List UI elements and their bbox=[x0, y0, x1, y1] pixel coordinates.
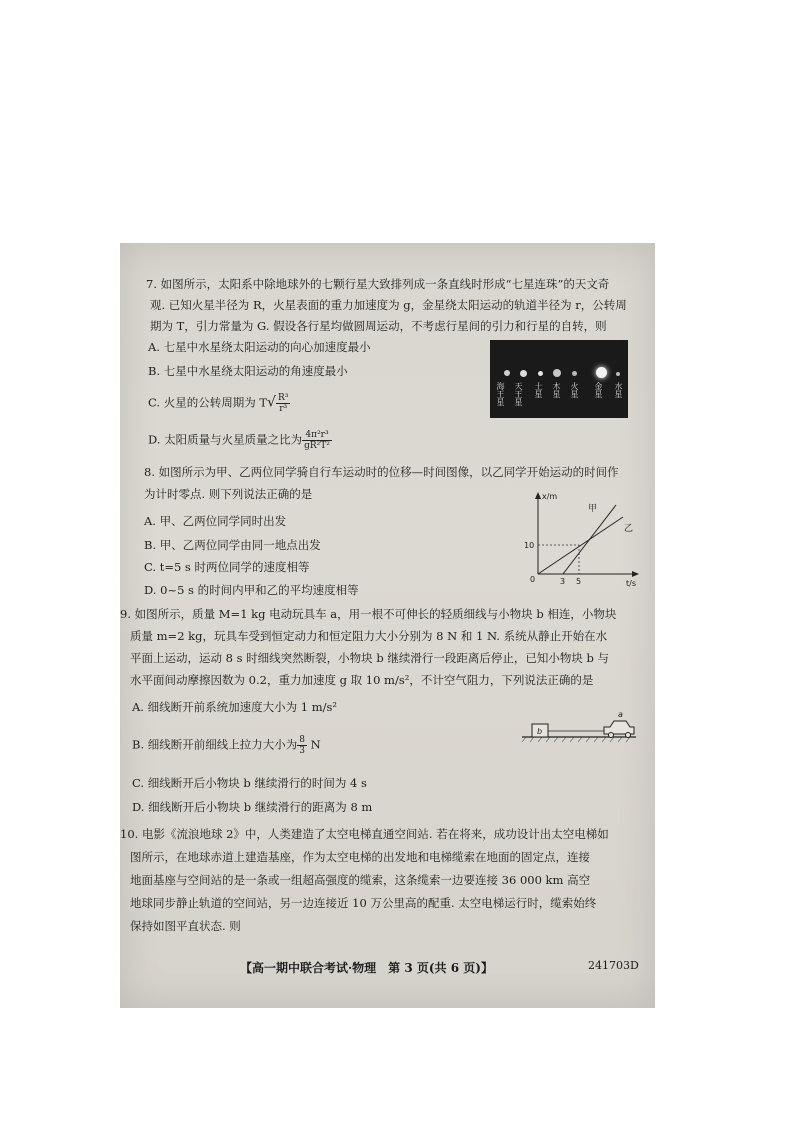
q10-line-4: 地球同步静止轨道的空间站，另一边连接近 10 万公里高的配重. 太空电梯运行时，缆索始终 bbox=[130, 896, 597, 910]
exam-page bbox=[120, 243, 655, 1008]
q9-line-4: 水平面间动摩擦因数为 0.2，重力加速度 g 取 10 m/s²，不计空气阻力，下列说法正确的是 bbox=[130, 673, 594, 687]
graph-line-yi bbox=[563, 505, 616, 574]
q8-line-1: 8. 如图所示为甲、乙两位同学骑自行车运动时的位移—时间图像，以乙同学开始运动的时间作 bbox=[144, 465, 619, 479]
q10-line-2: 图所示，在地球赤道上建造基座，作为太空电梯的出发地和电梯缆索在地面的固定点，连接 bbox=[130, 850, 590, 864]
graph-label-jia: 甲 bbox=[588, 504, 598, 514]
q7-option-d bbox=[148, 430, 332, 451]
planet-uranus bbox=[520, 370, 527, 377]
q9-option-b-numerator: 8 bbox=[299, 735, 305, 745]
planet-venus bbox=[596, 367, 607, 378]
exam-code: 241703D bbox=[588, 959, 639, 972]
q9-option-d: D. 细线断开后小物块 b 继续滑行的距离为 8 m bbox=[132, 800, 373, 814]
photo-label-7: 水星 bbox=[614, 382, 623, 398]
q7-option-c-numerator: R³ bbox=[277, 393, 289, 403]
q7-line-1: 7. 如图所示，太阳系中除地球外的七颗行星大致排列成一条直线时形成“七星连珠”的天文奇 bbox=[146, 277, 610, 291]
photo-label-5: 火星 bbox=[570, 382, 579, 398]
photo-label-6: 金星 bbox=[594, 382, 603, 398]
car-a-label: a bbox=[618, 710, 623, 719]
q8-option-b: B. 甲、乙两位同学由同一地点出发 bbox=[144, 538, 321, 552]
photo-label-3: 土星 bbox=[534, 382, 543, 398]
q9-option-b-fraction bbox=[297, 735, 307, 756]
planet-jupiter bbox=[553, 369, 561, 377]
q9-option-b bbox=[132, 735, 321, 756]
q7-option-d-denominator: gR²T² bbox=[304, 441, 330, 451]
q9-line-1: 9. 如图所示，质量 M=1 kg 电动玩具车 a，用一根不可伸长的轻质细线与小物块 b 相连，小物块 bbox=[120, 607, 617, 621]
q9-line-2: 质量 m=2 kg，玩具车受到恒定动力和恒定阻力大小分别为 8 N 和 1 N. 系统从静止开始在水 bbox=[130, 629, 608, 643]
page-footer: 【高一期中联合考试·物理 第 3 页(共 6 页)】 bbox=[240, 961, 493, 975]
graph-y-tick-label: 10 bbox=[524, 541, 535, 550]
graph-x-label: t/s bbox=[626, 579, 636, 588]
q7-option-a: A. 七星中水星绕太阳运动的向心加速度最小 bbox=[148, 340, 371, 354]
q9-option-b-unit: N bbox=[310, 737, 321, 752]
q7-option-c-denominator: r³ bbox=[279, 404, 288, 414]
xt-graph bbox=[518, 489, 643, 589]
photo-label-1: 海王星 bbox=[496, 382, 505, 406]
ground-hatch bbox=[522, 737, 630, 742]
car-block-diagram bbox=[520, 709, 638, 745]
q9-option-b-denominator: 3 bbox=[299, 746, 305, 756]
q9-line-3: 平面上运动，运动 8 s 时细线突然断裂，小物块 b 继续滑行一段距离后停止，已知小物块 b 与 bbox=[130, 651, 610, 665]
q8-line-2: 为计时零点. 则下列说法正确的是 bbox=[144, 487, 313, 501]
graph-y-arrow bbox=[535, 492, 541, 499]
q7-option-c-fraction bbox=[276, 393, 290, 414]
planet-alignment-photo bbox=[490, 340, 628, 418]
graph-x-arrow bbox=[632, 571, 639, 577]
graph-y-label: x/m bbox=[542, 492, 558, 501]
planet-saturn bbox=[538, 371, 543, 376]
q7-option-d-fraction bbox=[302, 430, 332, 451]
planet-mars bbox=[572, 371, 577, 376]
q9-option-a: A. 细线断开前系统加速度大小为 1 m/s² bbox=[132, 700, 338, 714]
q10-line-5: 保持如图平直状态. 则 bbox=[130, 919, 241, 933]
car-wheel-rear bbox=[609, 733, 614, 738]
q7-option-c-text: C. 火星的公转周期为 T bbox=[148, 395, 268, 410]
q7-option-c: C. 火星的公转周期为 T√ $\frac{\text{R³}}{\text{r³}}$ bbox=[148, 393, 289, 414]
car-wheel-front bbox=[626, 733, 631, 738]
graph-x-tick-label-2: 5 bbox=[576, 577, 582, 586]
photo-label-4: 木星 bbox=[552, 382, 561, 398]
q8-option-a: A. 甲、乙两位同学同时出发 bbox=[144, 514, 287, 528]
planet-mercury bbox=[616, 372, 620, 376]
q7-option-d-text: D. 太阳质量与火星质量之比为 bbox=[148, 432, 303, 447]
graph-origin-label: 0 bbox=[530, 575, 536, 584]
q7-option-b: B. 七星中水星绕太阳运动的角速度最小 bbox=[148, 364, 348, 378]
toy-car-a bbox=[604, 721, 634, 734]
q9-option-b-text: B. 细线断开前细线上拉力大小为 bbox=[132, 737, 298, 752]
q10-line-3: 地面基座与空间站的是一条或一组超高强度的缆索，这条缆索一边要连接 36 000 km 高空 bbox=[130, 873, 591, 887]
q10-line-1: 10. 电影《流浪地球 2》中，人类建造了太空电梯直通空间站. 若在将来，成功设计出太空电梯如 bbox=[120, 827, 609, 841]
q7-line-3: 期为 T，引力常量为 G. 假设各行星均做圆周运动，不考虑行星间的引力和行星的自转，则 bbox=[150, 319, 607, 333]
photo-label-2: 天王星 bbox=[514, 382, 523, 406]
q7-option-d-numerator: 4π²r³ bbox=[302, 430, 332, 441]
q8-option-c: C. t=5 s 时两位同学的速度相等 bbox=[144, 560, 310, 574]
graph-line-jia bbox=[538, 517, 623, 574]
planet-neptune bbox=[504, 370, 510, 376]
q8-option-d: D. 0~5 s 的时间内甲和乙的平均速度相等 bbox=[144, 583, 359, 597]
q7-line-2: 观. 已知火星半径为 R，火星表面的重力加速度为 g，金星绕太阳运动的轨道半径为 r，公转周 bbox=[150, 298, 627, 312]
graph-x-tick-label-1: 3 bbox=[560, 577, 566, 586]
block-b-label: b bbox=[537, 727, 543, 736]
q9-option-c: C. 细线断开后小物块 b 继续滑行的时间为 4 s bbox=[132, 776, 367, 790]
graph-label-yi: 乙 bbox=[624, 524, 634, 534]
